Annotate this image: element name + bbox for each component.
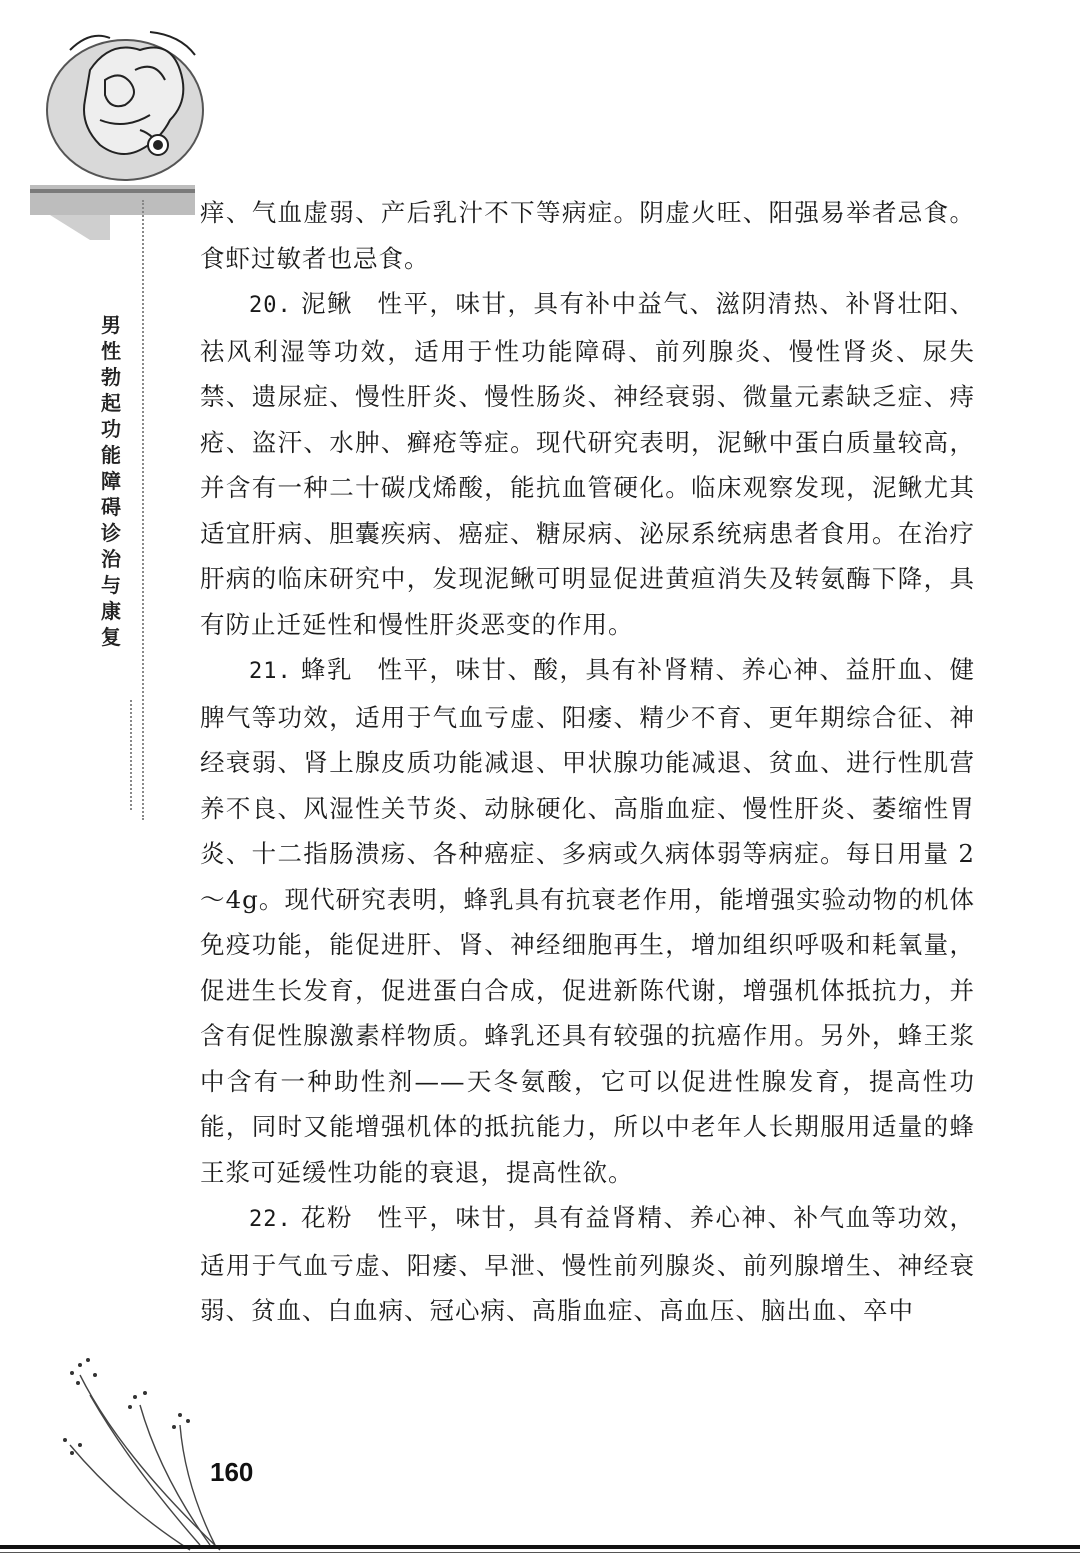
entry-number: 21. bbox=[249, 659, 292, 684]
page-number: 160 bbox=[210, 1457, 254, 1487]
entry-name: 泥鳅 bbox=[301, 289, 354, 318]
bottom-border bbox=[0, 1545, 1080, 1549]
book-side-title: 男性勃起功能障碍诊治与康复 bbox=[101, 313, 121, 649]
page-body-text bbox=[200, 190, 975, 1334]
entry-name: 蜂乳 bbox=[301, 655, 354, 684]
entry-text: 性平，味甘、酸，具有补肾精、养心神、益肝血、健脾气等功效，适用于气血亏虚、阳痿、精少不育、更年期综合征、神经衰弱、肾上腺皮质功能减退、甲状腺功能减退、贫血、进行性肌营养不良、风湿性关节炎、动脉硬化、高脂血症、慢性肝炎、萎缩性胃炎、十二指肠溃疡、各种癌症、多病或久病体弱等病症。每日用量 2～4g。现代研究表明，蜂乳具有抗衰老作用，能增强实验动物的机体免疫功能，能促进肝、肾、神经细胞再生，增加组织呼吸和耗氧量，促进生长发育，促进蛋白合成，促进新陈代谢，增强机体抵抗力，并含有促性腺激素样物质。蜂乳还具有较强的抗癌作用。另外，蜂王浆中含有一种助性剂——天冬氨酸，它可以促进性腺发育，提高性功能，同时又能增强机体的抵抗能力，所以中老年人长期服用适量的蜂王浆可延缓性功能的衰退，提高性欲。 bbox=[200, 655, 976, 1187]
paragraph-text: 痒、气血虚弱、产后乳汁不下等病症。阴虚火旺、阳强易举者忌食。食虾过敏者也忌食。 bbox=[200, 198, 975, 273]
entry-text: 性平，味甘，具有益肾精、养心神、补气血等功效，适用于气血亏虚、阳痿、早泄、慢性前列腺炎、前列腺增生、神经衰弱、贫血、白血病、冠心病、高脂血症、高血压、脑出血、卒中 bbox=[200, 1203, 976, 1325]
entry-paragraph-21 bbox=[200, 647, 975, 1195]
flower-sprig-decoration bbox=[50, 1335, 250, 1555]
entry-number: 22. bbox=[249, 1207, 292, 1232]
entry-name: 花粉 bbox=[301, 1203, 354, 1232]
entry-paragraph-22 bbox=[200, 1195, 975, 1334]
muscle-figure-illustration bbox=[30, 10, 220, 200]
header-band bbox=[30, 185, 195, 245]
vertical-dotted-rule-short bbox=[130, 700, 132, 810]
paragraph-continuation bbox=[200, 190, 975, 281]
bottom-border-thin bbox=[0, 1552, 1080, 1553]
entry-paragraph-20 bbox=[200, 281, 975, 647]
vertical-dotted-rule bbox=[142, 200, 144, 820]
entry-number: 20. bbox=[249, 293, 292, 318]
entry-text: 性平，味甘，具有补中益气、滋阴清热、补肾壮阳、祛风利湿等功效，适用于性功能障碍、前列腺炎、慢性肾炎、尿失禁、遗尿症、慢性肝炎、慢性肠炎、神经衰弱、微量元素缺乏症、痔疮、盗汗、水肿、癣疮等症。现代研究表明，泥鳅中蛋白质量较高，并含有一种二十碳戊烯酸，能抗血管硬化。临床观察发现，泥鳅尤其适宜肝病、胆囊疾病、癌症、糖尿病、泌尿系统病患者食用。在治疗肝病的临床研究中，发现泥鳅可明显促进黄疸消失及转氨酶下降，具有防止迁延性和慢性肝炎恶变的作用。 bbox=[200, 289, 976, 639]
